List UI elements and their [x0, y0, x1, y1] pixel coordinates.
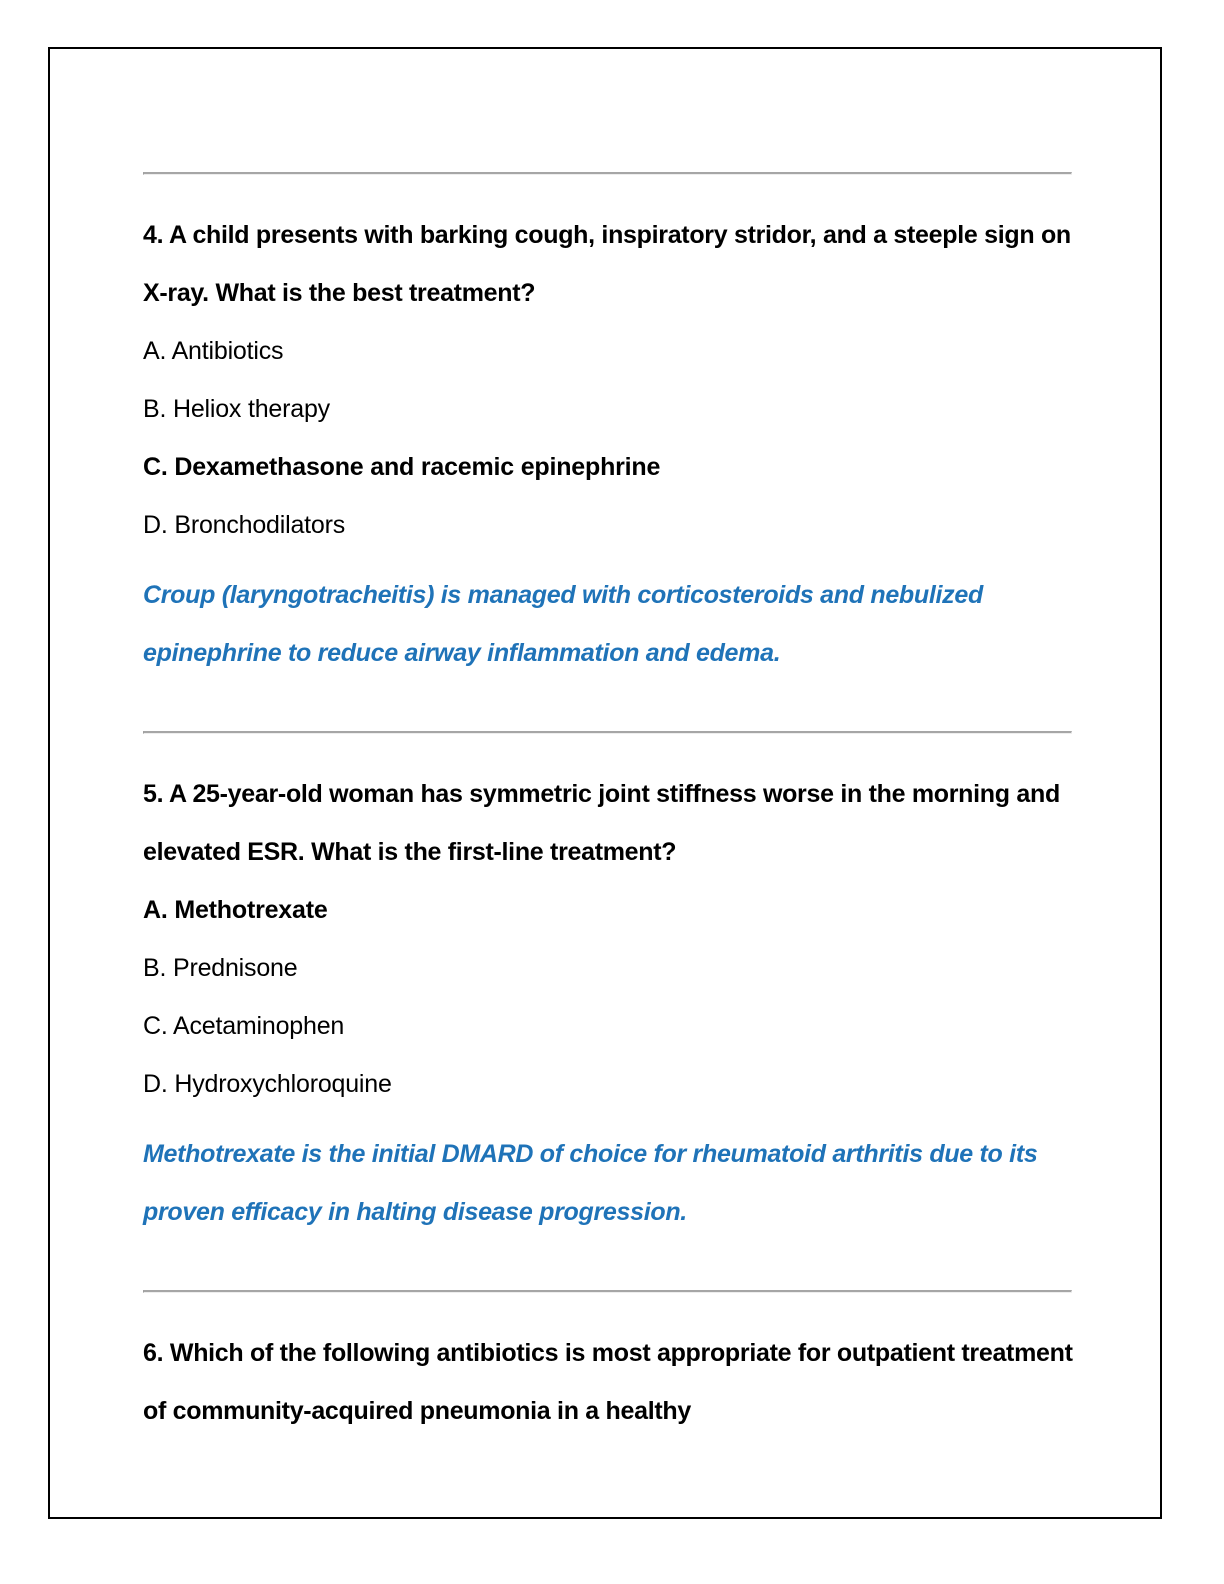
question-stem: 5. A 25-year-old woman has symmetric joint stiffness worse in the morning and elevated ESR. What is the first-line treatment? — [143, 780, 1060, 866]
option-b: B. Heliox therapy — [143, 395, 330, 423]
question-4 — [143, 175, 1073, 731]
option-a: A. Antibiotics — [143, 337, 284, 365]
question-stem: 4. A child presents with barking cough, inspiratory stridor, and a steeple sign on X-ray. What is the best treatment? — [143, 221, 1071, 307]
question-stem: 6. Which of the following antibiotics is most appropriate for outpatient treatment of community-acquired pneumonia in a healthy — [143, 1339, 1073, 1425]
option-a-correct: A. Methotrexate — [143, 896, 328, 924]
question-5 — [143, 734, 1073, 1290]
option-c: C. Acetaminophen — [143, 1012, 345, 1040]
explanation: Methotrexate is the initial DMARD of choice for rheumatoid arthritis due to its proven efficacy in halting disease progression. — [143, 1140, 1038, 1226]
question-6 — [143, 1293, 1073, 1440]
option-c-correct: C. Dexamethasone and racemic epinephrine — [143, 453, 661, 481]
document-content — [143, 172, 1073, 1440]
option-d: D. Bronchodilators — [143, 511, 346, 539]
option-d: D. Hydroxychloroquine — [143, 1070, 392, 1098]
option-b: B. Prednisone — [143, 954, 298, 982]
explanation: Croup (laryngotracheitis) is managed with corticosteroids and nebulized epinephrine to reduce airway inflammation and edema. — [143, 581, 983, 667]
